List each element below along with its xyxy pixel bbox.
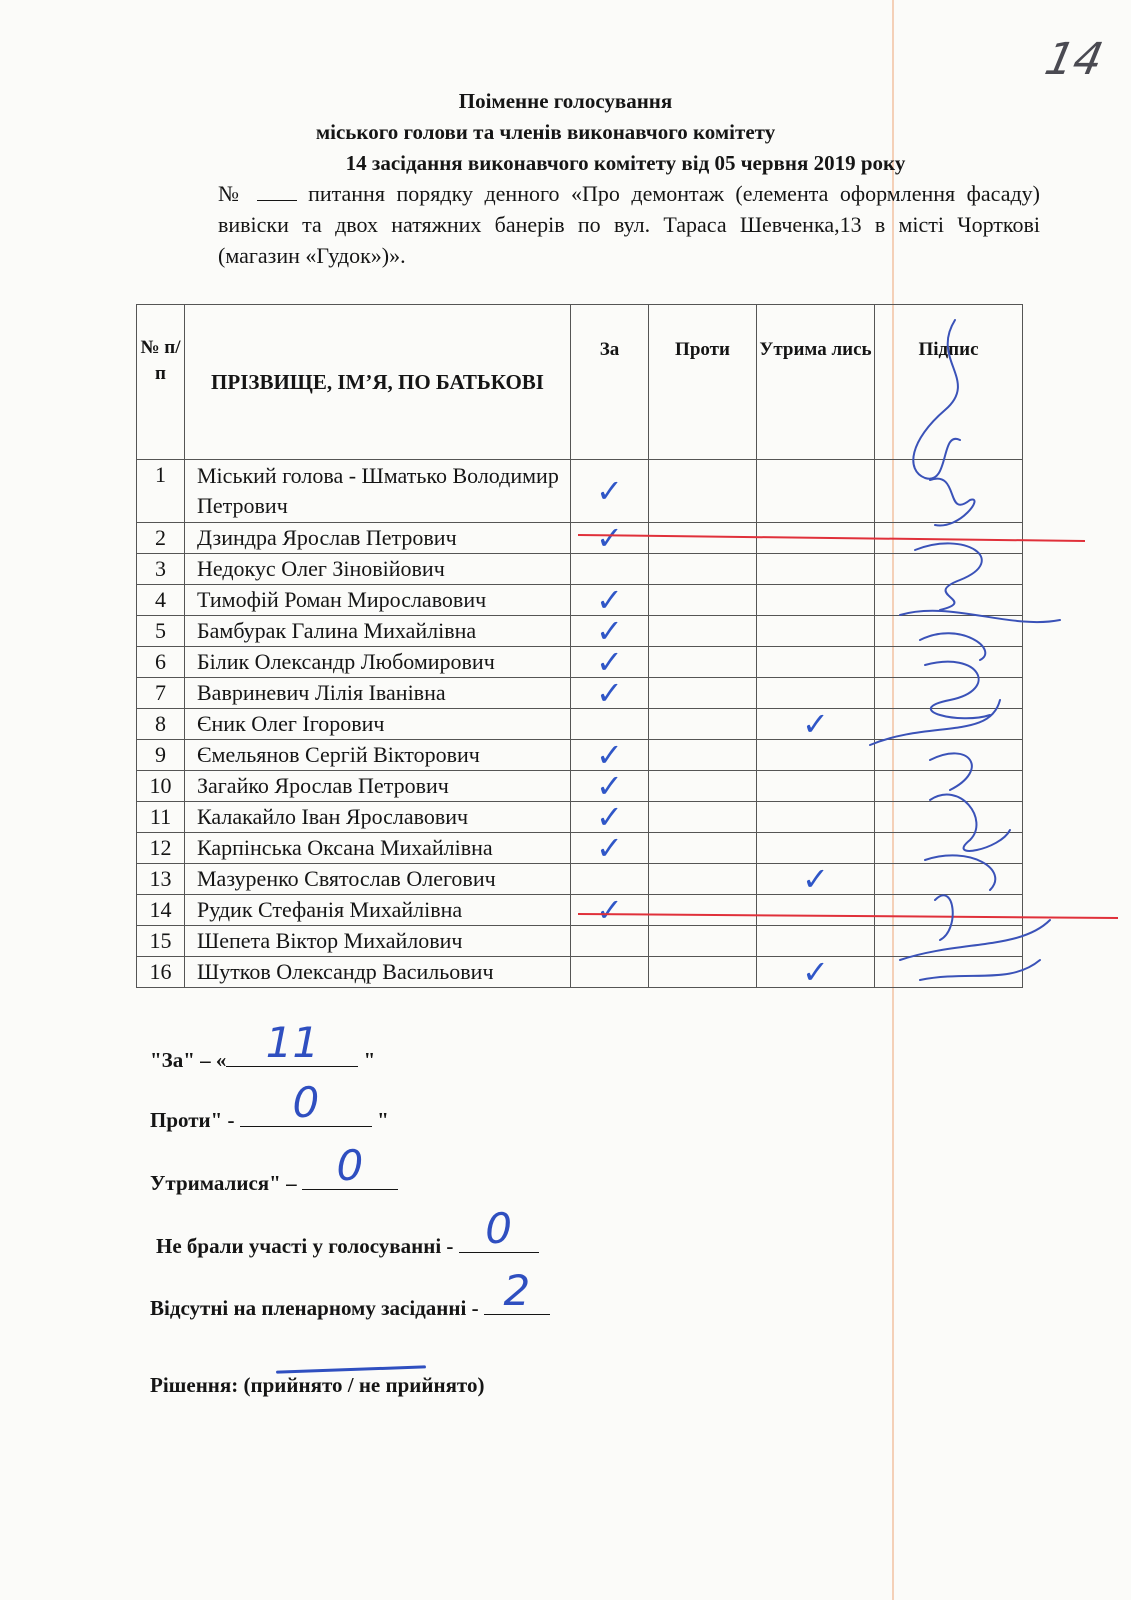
title-line-3: 14 засідання виконавчого комітету від 05 червня 2019 року (345, 151, 906, 175)
question-text: питання порядку денного «Про демонтаж (елемента оформлення фасаду) вивіски та двох натяжних банерів по вул. Тараса Шевченка,13 в місті Чорткові (магазин «Гудок»)». (218, 181, 1041, 268)
decision-line: Рішення: (прийнято / не прийнято) (150, 1373, 485, 1397)
strike-line-row-3 (578, 535, 1085, 541)
row-number: 14 (137, 895, 185, 926)
member-name: Тимофій Роман Мирославович (185, 585, 571, 616)
header-signature: Підпис (875, 305, 1023, 460)
row-number: 6 (137, 647, 185, 678)
check-mark-icon: ✓ (596, 891, 623, 929)
member-name: Білик Олександр Любомирович (185, 647, 571, 678)
check-mark-icon: ✓ (802, 705, 829, 743)
summary-absent-value: 2 (503, 1266, 531, 1315)
summary-not-voted-field (459, 1204, 539, 1253)
summary-against (150, 1078, 389, 1135)
summary-absent (150, 1266, 550, 1323)
row-number: 16 (137, 957, 185, 988)
handwritten-page-number: 14 (1040, 34, 1108, 85)
row-number: 9 (137, 740, 185, 771)
summary-abstained-field (302, 1141, 398, 1190)
signature-9 (900, 920, 1050, 980)
check-mark-icon: ✓ (596, 643, 623, 681)
row-number: 7 (137, 678, 185, 709)
title-line-1: Поіменне голосування (458, 89, 673, 113)
signature-2 (930, 479, 975, 526)
summary-abstained-label: Утрималися" – (150, 1171, 302, 1195)
check-mark-icon: ✓ (596, 472, 623, 510)
summary-for-value: 11 (265, 1018, 320, 1067)
check-mark-icon: ✓ (596, 581, 623, 619)
row-number: 2 (137, 523, 185, 554)
member-name: Єник Олег Ігорович (185, 709, 571, 740)
row-number: 5 (137, 616, 185, 647)
check-mark-icon: ✓ (596, 519, 623, 557)
header-number: № п/п (137, 305, 185, 460)
summary-against-field (240, 1078, 372, 1127)
member-name: Недокус Олег Зіновійович (185, 554, 571, 585)
row-number: 3 (137, 554, 185, 585)
check-mark-icon: ✓ (596, 829, 623, 867)
signature-5 (925, 662, 990, 719)
member-name: Рудик Стефанія Михайлівна (185, 895, 571, 926)
check-mark-icon: ✓ (802, 860, 829, 898)
summary-against-label: Проти" - (150, 1108, 240, 1132)
member-name: Вавриневич Лілія Іванівна (185, 678, 571, 709)
check-mark-icon: ✓ (802, 953, 829, 991)
signature-1 (913, 320, 960, 479)
header-name: ПРІЗВИЩЕ, ІМ’Я, ПО БАТЬКОВІ (185, 305, 571, 460)
summary-not-voted (156, 1204, 539, 1261)
summary-for-label: "За" – « (150, 1048, 227, 1072)
signature-3 (915, 543, 982, 610)
member-name: Бамбурак Галина Михайлівна (185, 616, 571, 647)
summary-for (150, 1018, 376, 1075)
check-mark-icon: ✓ (596, 798, 623, 836)
member-name: Ємельянов Сергій Вікторович (185, 740, 571, 771)
row-number: 13 (137, 864, 185, 895)
member-name: Загайко Ярослав Петрович (185, 771, 571, 802)
row-number: 12 (137, 833, 185, 864)
summary-not-voted-value: 0 (485, 1204, 513, 1253)
summary-against-value: 0 (292, 1078, 320, 1127)
signature-7 (930, 795, 1010, 851)
check-mark-icon: ✓ (596, 736, 623, 774)
summary-abstained (150, 1141, 398, 1198)
check-mark-icon: ✓ (596, 767, 623, 805)
check-mark-icon: ✓ (596, 674, 623, 712)
row-number: 11 (137, 802, 185, 833)
row-number: 1 (137, 460, 185, 523)
member-name: Шутков Олександр Васильович (185, 957, 571, 988)
summary-against-close: " (371, 1108, 389, 1132)
title-line-2: міського голови та членів виконавчого комітету (315, 120, 776, 144)
question-number-sign: № (218, 181, 246, 206)
header-for: За (571, 305, 649, 460)
check-mark-icon: ✓ (596, 612, 623, 650)
strike-line-row-15 (578, 914, 1118, 918)
member-name: Міський голова - Шматько Володимир Петрович (185, 460, 571, 523)
summary-absent-label: Відсутні на пленарному засіданні - (150, 1296, 484, 1320)
signature-scribbles (870, 320, 1060, 980)
member-name: Карпінська Оксана Михайлівна (185, 833, 571, 864)
signature-8 (925, 855, 995, 940)
summary-not-voted-label: Не брали участі у голосуванні - (156, 1234, 459, 1258)
summary-absent-field (484, 1266, 550, 1315)
header-against: Проти (649, 305, 757, 460)
row-number: 4 (137, 585, 185, 616)
summary-abstained-value: 0 (336, 1141, 364, 1190)
row-number: 10 (137, 771, 185, 802)
signature-4 (900, 611, 1060, 660)
member-name: Дзиндра Ярослав Петрович (185, 523, 571, 554)
row-number: 15 (137, 926, 185, 957)
header-abstained: Утрима лись (757, 305, 875, 460)
member-name: Калакайло Іван Ярославович (185, 802, 571, 833)
member-name: Шепета Віктор Михайлович (185, 926, 571, 957)
row-number: 8 (137, 709, 185, 740)
summary-for-close: " (358, 1048, 376, 1072)
summary-for-field (226, 1018, 358, 1067)
member-name: Мазуренко Святослав Олегович (185, 864, 571, 895)
